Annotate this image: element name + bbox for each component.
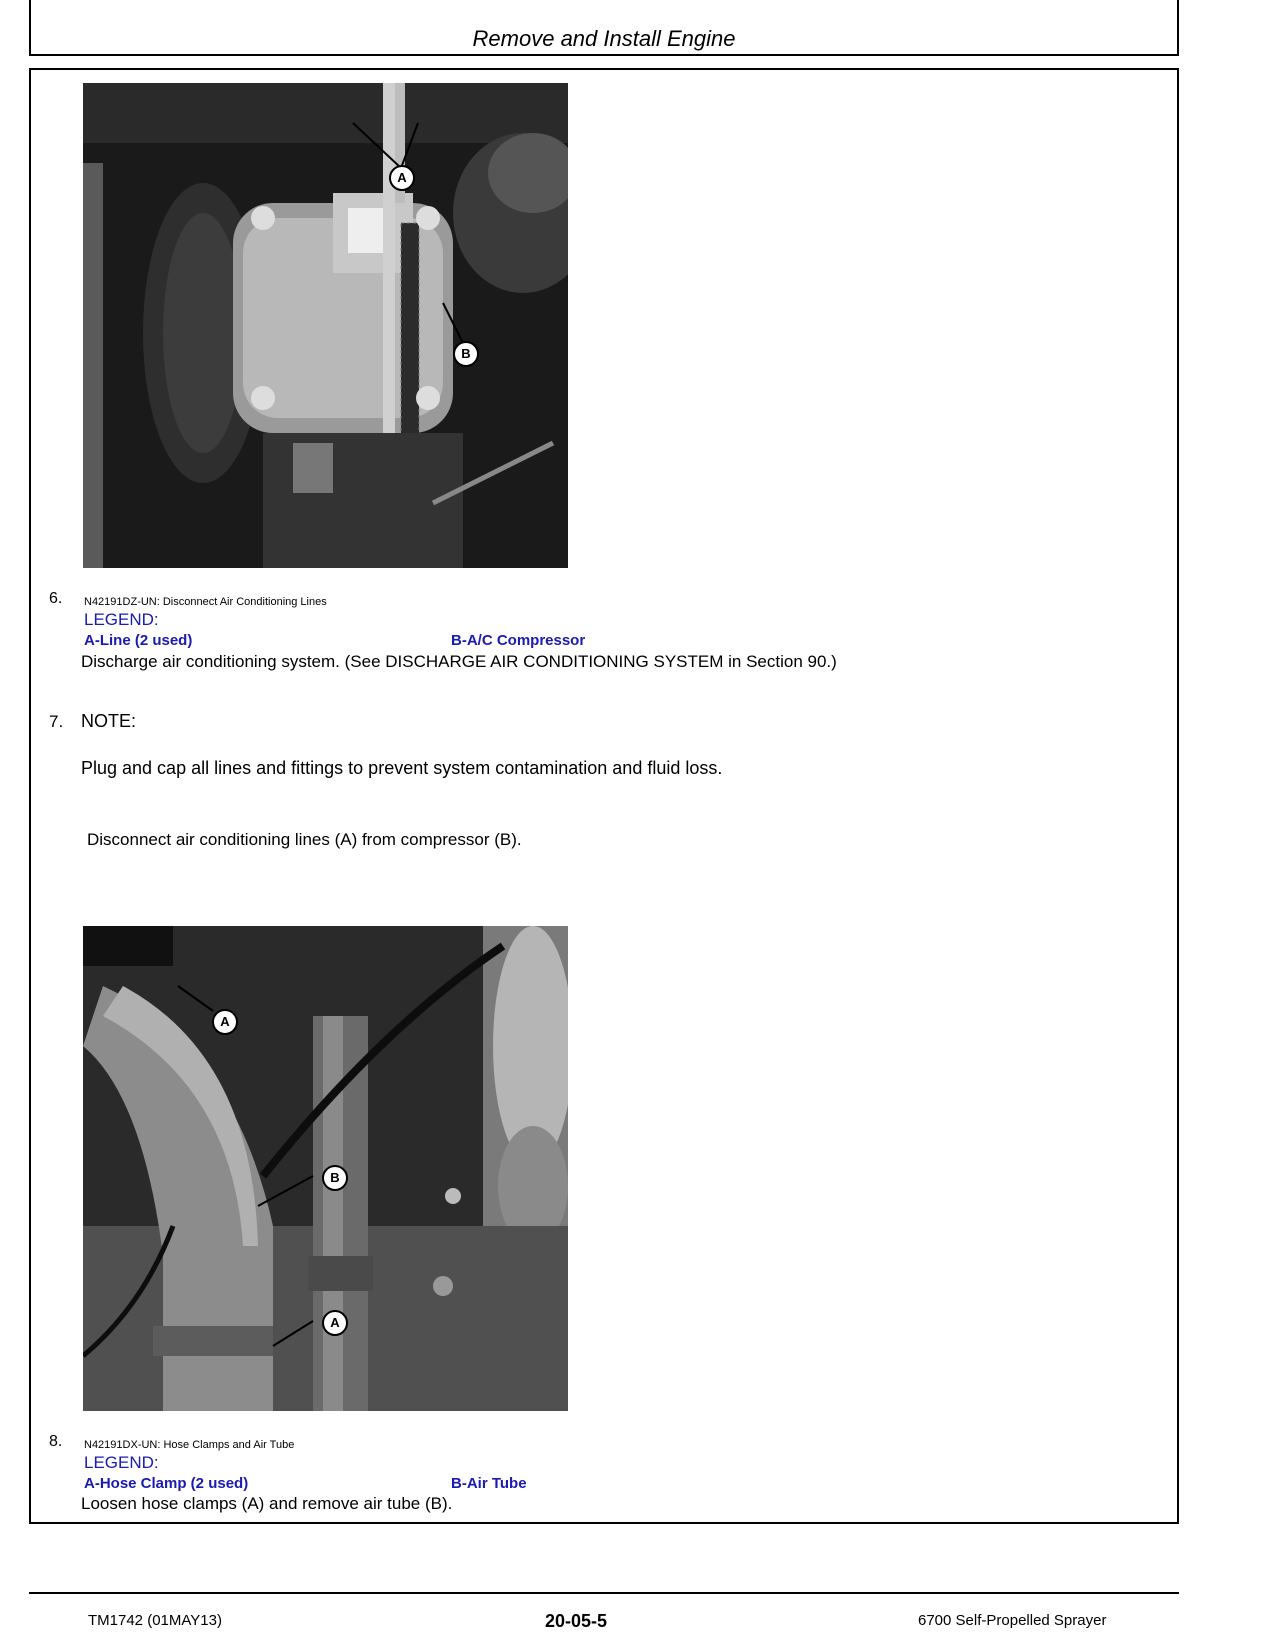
- page-title: Remove and Install Engine: [472, 26, 736, 51]
- step-8-legend-title: LEGEND:: [84, 1453, 159, 1472]
- air-tube-photo: [83, 926, 568, 1411]
- compressor-photo: [83, 83, 568, 568]
- callout-a-top: A: [212, 1009, 238, 1035]
- page-header: [29, 0, 1179, 56]
- callout-a: A: [389, 165, 415, 191]
- step-8-caption: N42191DX-UN: Hose Clamps and Air Tube: [84, 1439, 295, 1451]
- compressor-photo-drawing: [83, 83, 568, 568]
- footer-rule: [29, 1592, 1179, 1594]
- step-6-legend-title: LEGEND:: [84, 610, 159, 629]
- step-7-note-label: NOTE:: [81, 711, 137, 731]
- step-6-legend-b: B-A/C Compressor: [451, 632, 586, 649]
- callout-a-bottom: A: [322, 1310, 348, 1336]
- step-6-text: Discharge air conditioning system. (See DISCHARGE AIR CONDITIONING SYSTEM in Section 90.): [81, 652, 837, 671]
- callout-b: B: [322, 1165, 348, 1191]
- footer-manual-id: TM1742 (01MAY13): [88, 1612, 222, 1629]
- footer-product: 6700 Self-Propelled Sprayer: [918, 1612, 1107, 1629]
- step-6-caption: N42191DZ-UN: Disconnect Air Conditioning Lines: [84, 596, 327, 608]
- step-8-text: Loosen hose clamps (A) and remove air tube (B).: [81, 1494, 453, 1513]
- step-7-note-text: Plug and cap all lines and fittings to prevent system contamination and fluid loss.: [81, 758, 723, 778]
- step-8-legend-a: A-Hose Clamp (2 used): [84, 1475, 249, 1492]
- footer-page-number: 20-05-5: [545, 1611, 608, 1631]
- step-7-text: Disconnect air conditioning lines (A) from compressor (B).: [87, 830, 522, 849]
- step-7-number: 7.: [49, 712, 64, 731]
- step-6-legend-a: A-Line (2 used): [84, 632, 193, 649]
- callout-b: B: [453, 341, 479, 367]
- step-6-number: 6.: [49, 590, 63, 607]
- step-8-legend-b: B-Air Tube: [451, 1475, 527, 1492]
- step-8-number: 8.: [49, 1433, 63, 1450]
